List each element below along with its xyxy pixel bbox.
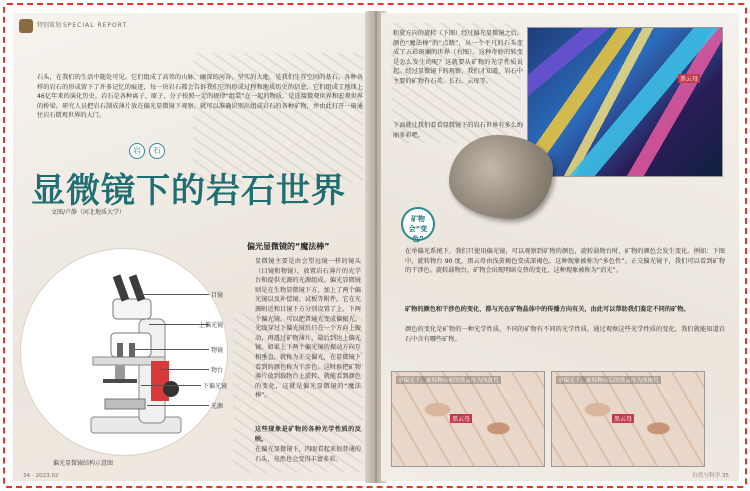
byline: 文图/卢静（河北地质大学） (51, 209, 126, 216)
mineral-tag: 黑云母 (452, 416, 471, 423)
body-text-tail: 在偏光显微镜下，肉眼看起来很普通的石头，竟然也会变得丰富多彩。 (255, 446, 361, 463)
body-text-tail: 颜色的变化是矿物的一种光学性质，不同的矿物有不同的光学性质，通过观察这些光学性质的变化，我们就能知道岩石中含有哪些矿物。 (405, 326, 725, 343)
label-light-source: 光源 (211, 403, 224, 410)
top-paragraph: 和旋方向的旋转（下图）经过偏光显微镜之后，颜色“魔法棒”的“点睛”，从一个平凡的石头变成了五彩斑斓的世界（右图）。这种奇妙的转变是怎么发生的呢？这就要从矿物的光学性质说起。经过显微镜下的观察，我们才知道，岩石中主要的矿物有石英、长石、云母等。 (393, 30, 523, 85)
section-title: 偏光显微镜的“魔法棒” (247, 242, 330, 251)
label-line (161, 369, 209, 370)
microscope-figure (21, 249, 227, 455)
title-badge: 石 (149, 143, 165, 159)
crystal-micrograph (527, 27, 723, 177)
micrograph-after-rotation (551, 371, 705, 467)
body-text: 在单偏光系统下，我们只使用偏光镜，可以观察到矿物的颜色，旋转载物台时，矿物的颜色会发生变化。例如：下图中，旋转物台 90 度，黑云母由浅黄褐色变成深褐色，这种现象被称为“多色性”。正交偏光镜下，我们可以看到矿物的干涉色。旋转载物台，矿物会出现明暗交替的变化，这种现象被称为“消光”。 (405, 248, 725, 275)
title-badge: 岩 (129, 143, 145, 159)
body-emphasis: 矿物的颜色和干涉色的变化，都与光在矿物晶体中的传播方向有关，由此可以帮助我们鉴定不同的矿物。 (405, 306, 690, 313)
page-frame (3, 3, 747, 488)
label-upper-polarizer: 上偏光镜 (199, 322, 224, 329)
header-label: 特别策划 SPECIAL REPORT (37, 22, 128, 29)
mineral-tag: 黑云母 (680, 76, 699, 83)
label-eyepiece: 目镜 (211, 292, 224, 299)
microscope-illustration (21, 249, 227, 455)
rock-specimen-photo (449, 135, 553, 219)
label-line (135, 349, 209, 350)
page-footer: 34 · 2023.02 (23, 473, 59, 479)
micrograph-before-rotation (391, 371, 545, 467)
label-objective: 物镜 (211, 347, 224, 354)
photo-caption: 单偏光下，旋转物台前的黑云母为浅黄色 (398, 378, 499, 384)
photo-caption: 单偏光下，旋转物台后的黑云母为深褐色 (558, 378, 659, 384)
section-logo (19, 19, 33, 33)
page-title: 显微镜下的岩石世界 (31, 171, 346, 211)
mineral-tag: 黑云母 (614, 416, 633, 423)
mineral-color-badge: 矿物会“变色” (401, 207, 435, 241)
body-text: 显微镜主要是由会望远镜一样的镜头（目镜和物镜），放置岩石薄片的光学台和提供光源的光源组成。偏光显微镜则是在生物显微镜下方，加上了两个偏光镜以及补偿镜、试板等附件。它在光源附近和目镜下方分别设置了上、下两个偏光镜，可以把普通光变成偏振光。光线穿过下偏光镜后只在一个方向上振动，再透过矿物薄片，最后到达上偏光镜。如果上下两个偏光镜的振动方向互相垂直，就称为正交偏光，在显微镜下看到的颜色称为干涉色。这时候把矿物薄片放到载物台上旋转，就能看到颜色的变化，这就是偏光显微镜的“魔法棒”。 (255, 258, 361, 400)
right-page (381, 13, 739, 481)
figure-caption: 偏光显微镜结构示意图 (53, 460, 114, 467)
top-paragraph-2: 下面就让我们看看显微镜下的岩石世界有多么绚丽多彩吧。 (393, 122, 523, 139)
label-line (139, 294, 209, 295)
intro-paragraph: 石头，在我们的生活中随处可见。它们组成了高耸的山脉、幽深的河谷、坚实的大地，是我们生存空间的基石。各种各样的岩石的形成留下了许多记忆的痕迹，每一块岩石都会告诉我们它的形成过程和地质历史的信息，它们组成了地球上46亿年来的演化历史。岩石是各种离子、原子、分子按照一定的规律“组装”在一起的物质，是连接微观世界和宏观世界的桥梁。研究人员把岩石制成薄片放在偏光显微镜下观察，就可以准确识别出组成岩石的各种矿物，并由此打开一扇通往岩石微观世界的大门。 (37, 74, 363, 120)
left-page (13, 13, 369, 481)
page-footer: 自然与科学 35 (692, 473, 729, 479)
body-emphasis: 这些现象是矿物的各种光学性质的反映。 (255, 426, 361, 443)
label-lower-polarizer: 下偏光镜 (203, 383, 228, 390)
label-line (141, 385, 201, 386)
label-line (147, 405, 209, 406)
label-stage: 物台 (211, 367, 224, 374)
